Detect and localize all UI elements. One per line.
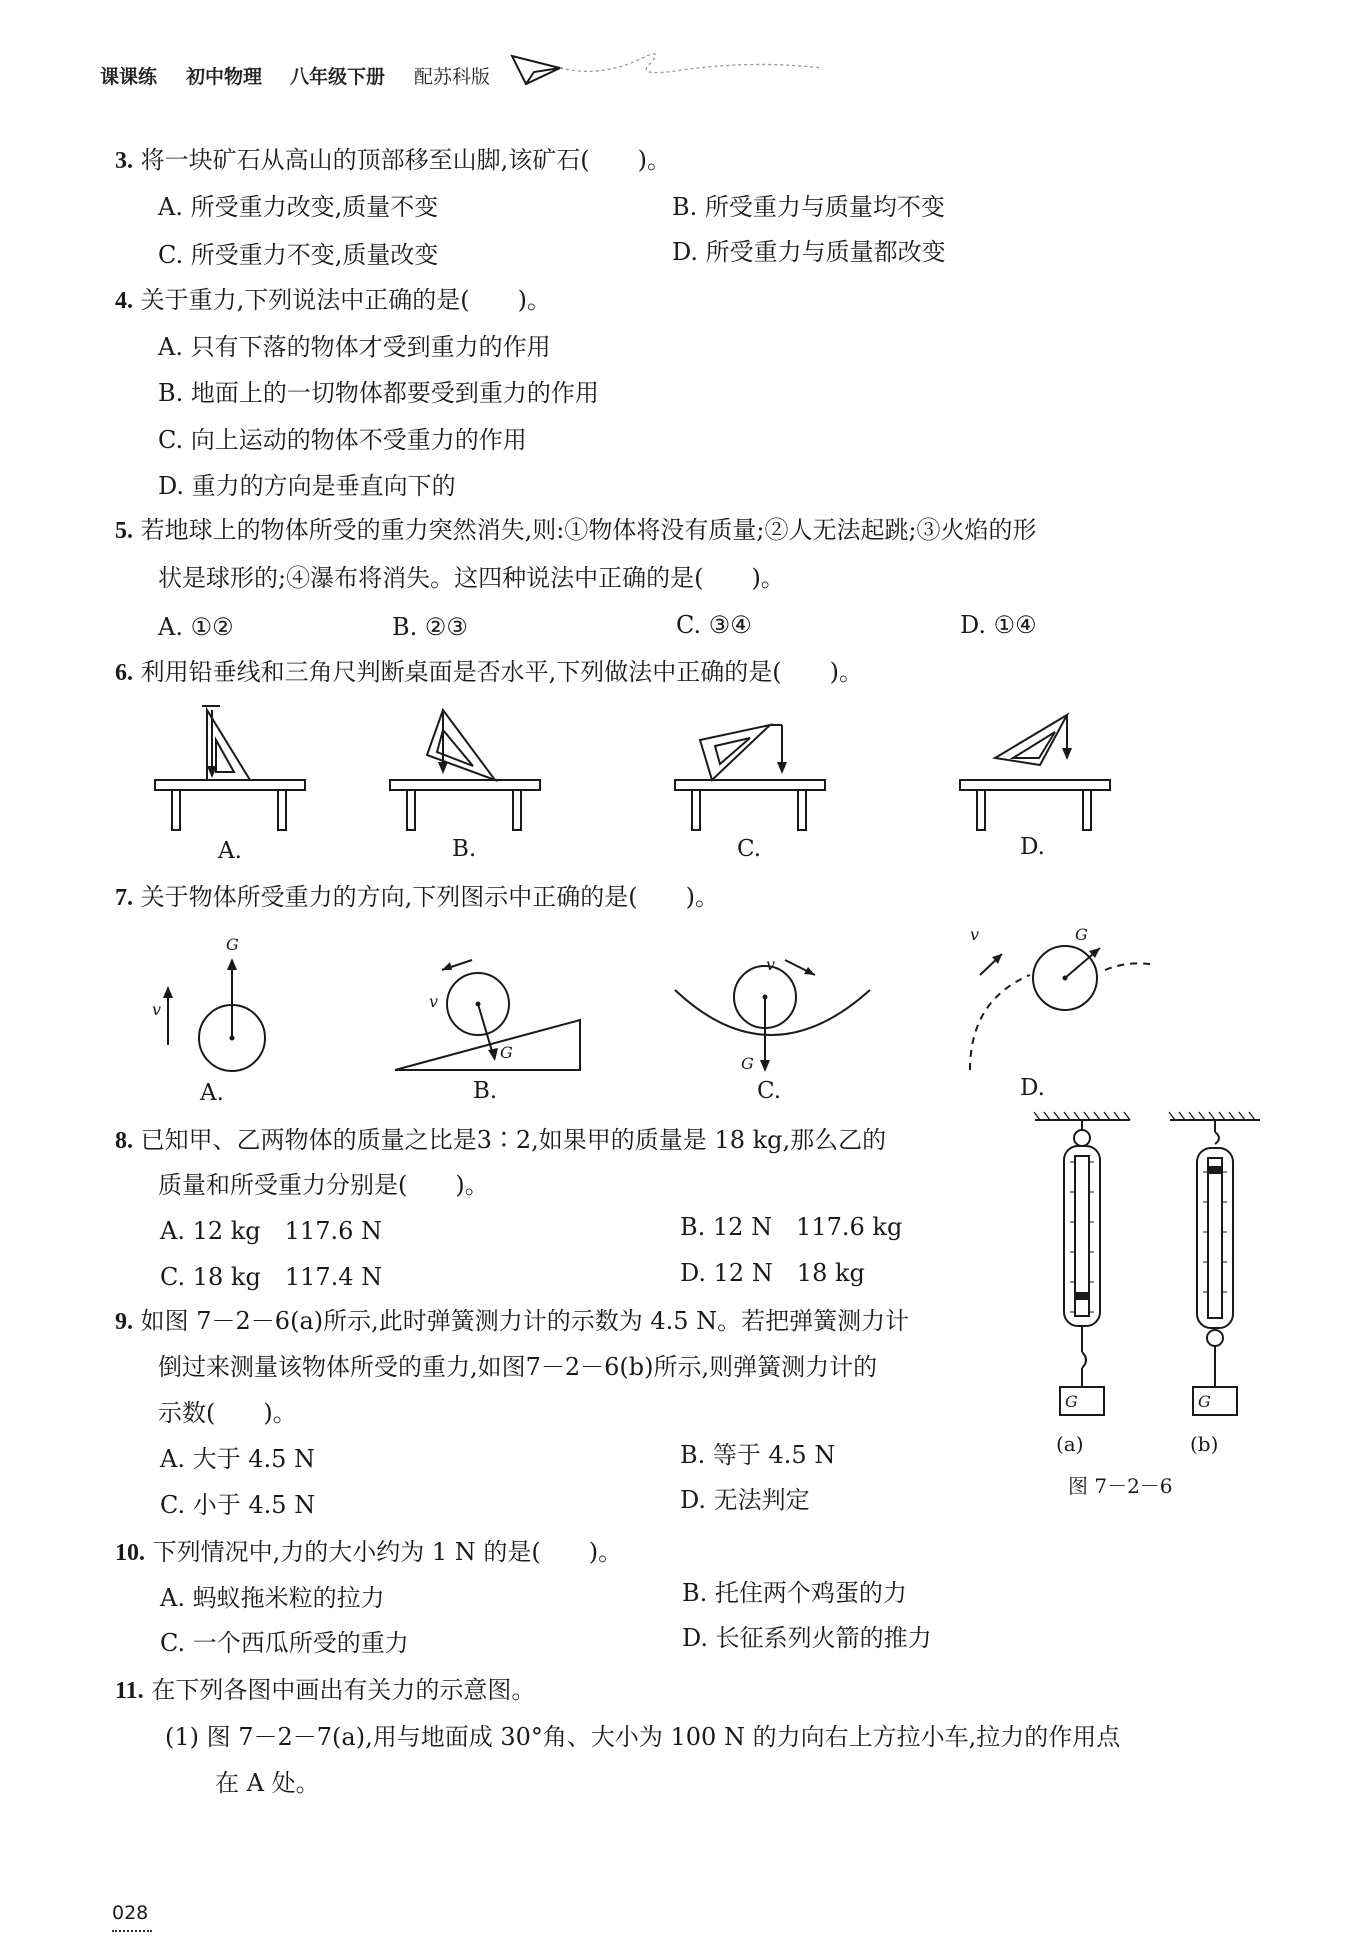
question-9-cont1: 倒过来测量该物体所受的重力,如图7－2－6(b)所示,则弹簧测力计的 xyxy=(158,1353,878,1381)
question-stem: 已知甲、乙两物体的质量之比是3∶2,如果甲的质量是 18 kg,那么乙的 xyxy=(140,1126,887,1154)
q3-option-b: B. 所受重力与质量均不变 xyxy=(672,193,945,221)
question-5 xyxy=(115,515,1037,546)
figure-label-a: (a) xyxy=(1056,1432,1084,1456)
question-11 xyxy=(115,1675,535,1706)
question-stem: 若地球上的物体所受的重力突然消失,则:①物体将没有质量;②人无法起跳;③火焰的形 xyxy=(140,516,1037,544)
header-edition: 配苏科版 xyxy=(414,66,491,88)
figure-label-b: (b) xyxy=(1190,1432,1219,1456)
question-5-cont: 状是球形的;④瀑布将消失。这四种说法中正确的是( )。 xyxy=(158,564,785,592)
q6-figure-d xyxy=(955,700,1125,840)
q7b-velocity-label: v xyxy=(429,992,439,1011)
q6-label-a: A. xyxy=(218,838,242,864)
question-6 xyxy=(115,657,863,688)
q7a-velocity-label: v xyxy=(152,1000,162,1019)
page-number-underline xyxy=(112,1930,152,1932)
q7-figure-a xyxy=(150,930,280,1080)
question-8 xyxy=(115,1125,886,1156)
question-number: 10. xyxy=(115,1540,145,1566)
q6-figure-a xyxy=(150,700,320,840)
q7c-gravity-label: G xyxy=(741,1054,754,1073)
q10-option-b: B. 托住两个鸡蛋的力 xyxy=(682,1579,907,1607)
question-number: 8. xyxy=(115,1128,133,1154)
q7c-velocity-label: v xyxy=(766,955,776,974)
header-series: 课课练 xyxy=(100,66,158,88)
q4-option-d: D. 重力的方向是垂直向下的 xyxy=(158,472,456,500)
q7-figure-d xyxy=(950,920,1180,1080)
q7d-gravity-label: G xyxy=(1075,925,1088,944)
q9-option-d: D. 无法判定 xyxy=(680,1486,810,1514)
question-number: 9. xyxy=(115,1309,133,1335)
question-stem: 在下列各图中画出有关力的示意图。 xyxy=(151,1676,536,1704)
question-7 xyxy=(115,882,719,913)
q5-option-b: B. ②③ xyxy=(392,613,468,641)
question-number: 6. xyxy=(115,660,133,686)
q9-option-a: A. 大于 4.5 N xyxy=(160,1445,316,1473)
q6-label-d: D. xyxy=(1020,834,1045,860)
question-stem: 关于物体所受重力的方向,下列图示中正确的是( )。 xyxy=(140,883,719,911)
q4-option-b: B. 地面上的一切物体都要受到重力的作用 xyxy=(158,379,599,407)
question-number: 3. xyxy=(115,148,133,174)
q7b-gravity-label: G xyxy=(500,1043,513,1062)
q9-option-b: B. 等于 4.5 N xyxy=(680,1441,836,1469)
scale-a-weight-label: G xyxy=(1065,1392,1078,1411)
q10-option-d: D. 长征系列火箭的推力 xyxy=(682,1624,932,1652)
q7d-velocity-label: v xyxy=(970,925,980,944)
q6-figure-c xyxy=(670,700,840,840)
question-11-sub1-cont: 在 A 处。 xyxy=(215,1769,320,1797)
question-4 xyxy=(115,285,551,316)
paper-plane-icon xyxy=(512,48,832,98)
question-3 xyxy=(115,145,671,176)
question-stem: 关于重力,下列说法中正确的是( )。 xyxy=(140,286,551,314)
q8-option-d: D. 12 N 18 kg xyxy=(680,1259,865,1287)
q7-label-c: C. xyxy=(757,1078,782,1104)
q6-label-c: C. xyxy=(737,836,762,862)
q10-option-c: C. 一个西瓜所受的重力 xyxy=(160,1629,409,1657)
question-stem: 如图 7－2－6(a)所示,此时弹簧测力计的示数为 4.5 N。若把弹簧测力计 xyxy=(140,1307,910,1335)
question-10 xyxy=(115,1537,622,1568)
q7-label-b: B. xyxy=(473,1078,498,1104)
q7-label-a: A. xyxy=(200,1080,224,1106)
q9-option-c: C. 小于 4.5 N xyxy=(160,1491,316,1519)
figure-caption: 图 7－2－6 xyxy=(1068,1474,1173,1498)
q6-label-b: B. xyxy=(452,836,477,862)
q3-option-a: A. 所受重力改变,质量不变 xyxy=(158,193,439,221)
question-9 xyxy=(115,1306,909,1337)
q7-figure-c xyxy=(670,930,880,1080)
q7-figure-b xyxy=(390,930,590,1080)
question-number: 4. xyxy=(115,288,133,314)
question-stem: 利用铅垂线和三角尺判断桌面是否水平,下列做法中正确的是( )。 xyxy=(140,658,863,686)
header-subject: 初中物理 xyxy=(186,66,263,88)
header-grade: 八年级下册 xyxy=(290,66,386,88)
q8-option-c: C. 18 kg 117.4 N xyxy=(160,1263,383,1291)
page-number: 028 xyxy=(112,1902,149,1924)
spring-scale-b xyxy=(1165,1112,1275,1422)
q3-option-d: D. 所受重力与质量都改变 xyxy=(672,238,946,266)
scale-b-weight-label: G xyxy=(1198,1392,1211,1411)
question-11-sub1: (1) 图 7－2－7(a),用与地面成 30°角、大小为 100 N 的力向右上方拉小车,拉力的作用点 xyxy=(165,1723,1121,1751)
q8-option-b: B. 12 N 117.6 kg xyxy=(680,1213,903,1241)
spring-scale-a xyxy=(1030,1112,1140,1422)
q6-figure-b xyxy=(385,700,555,840)
question-number: 5. xyxy=(115,518,133,544)
question-stem: 下列情况中,力的大小约为 1 N 的是( )。 xyxy=(152,1538,623,1566)
question-8-cont: 质量和所受重力分别是( )。 xyxy=(158,1171,489,1199)
question-number: 11. xyxy=(115,1678,144,1704)
question-number: 7. xyxy=(115,885,133,911)
q4-option-c: C. 向上运动的物体不受重力的作用 xyxy=(158,426,527,454)
q4-option-a: A. 只有下落的物体才受到重力的作用 xyxy=(158,333,551,361)
q3-option-c: C. 所受重力不变,质量改变 xyxy=(158,241,439,269)
question-stem: 将一块矿石从高山的顶部移至山脚,该矿石( )。 xyxy=(140,146,671,174)
q5-option-d: D. ①④ xyxy=(960,611,1037,639)
q10-option-a: A. 蚂蚁拖米粒的拉力 xyxy=(160,1584,385,1612)
question-9-cont2: 示数( )。 xyxy=(158,1399,297,1427)
q7a-gravity-label: G xyxy=(226,935,239,954)
q5-option-c: C. ③④ xyxy=(676,611,752,639)
q5-option-a: A. ①② xyxy=(158,613,234,641)
q8-option-a: A. 12 kg 117.6 N xyxy=(160,1217,382,1245)
q7-label-d: D. xyxy=(1020,1075,1045,1101)
